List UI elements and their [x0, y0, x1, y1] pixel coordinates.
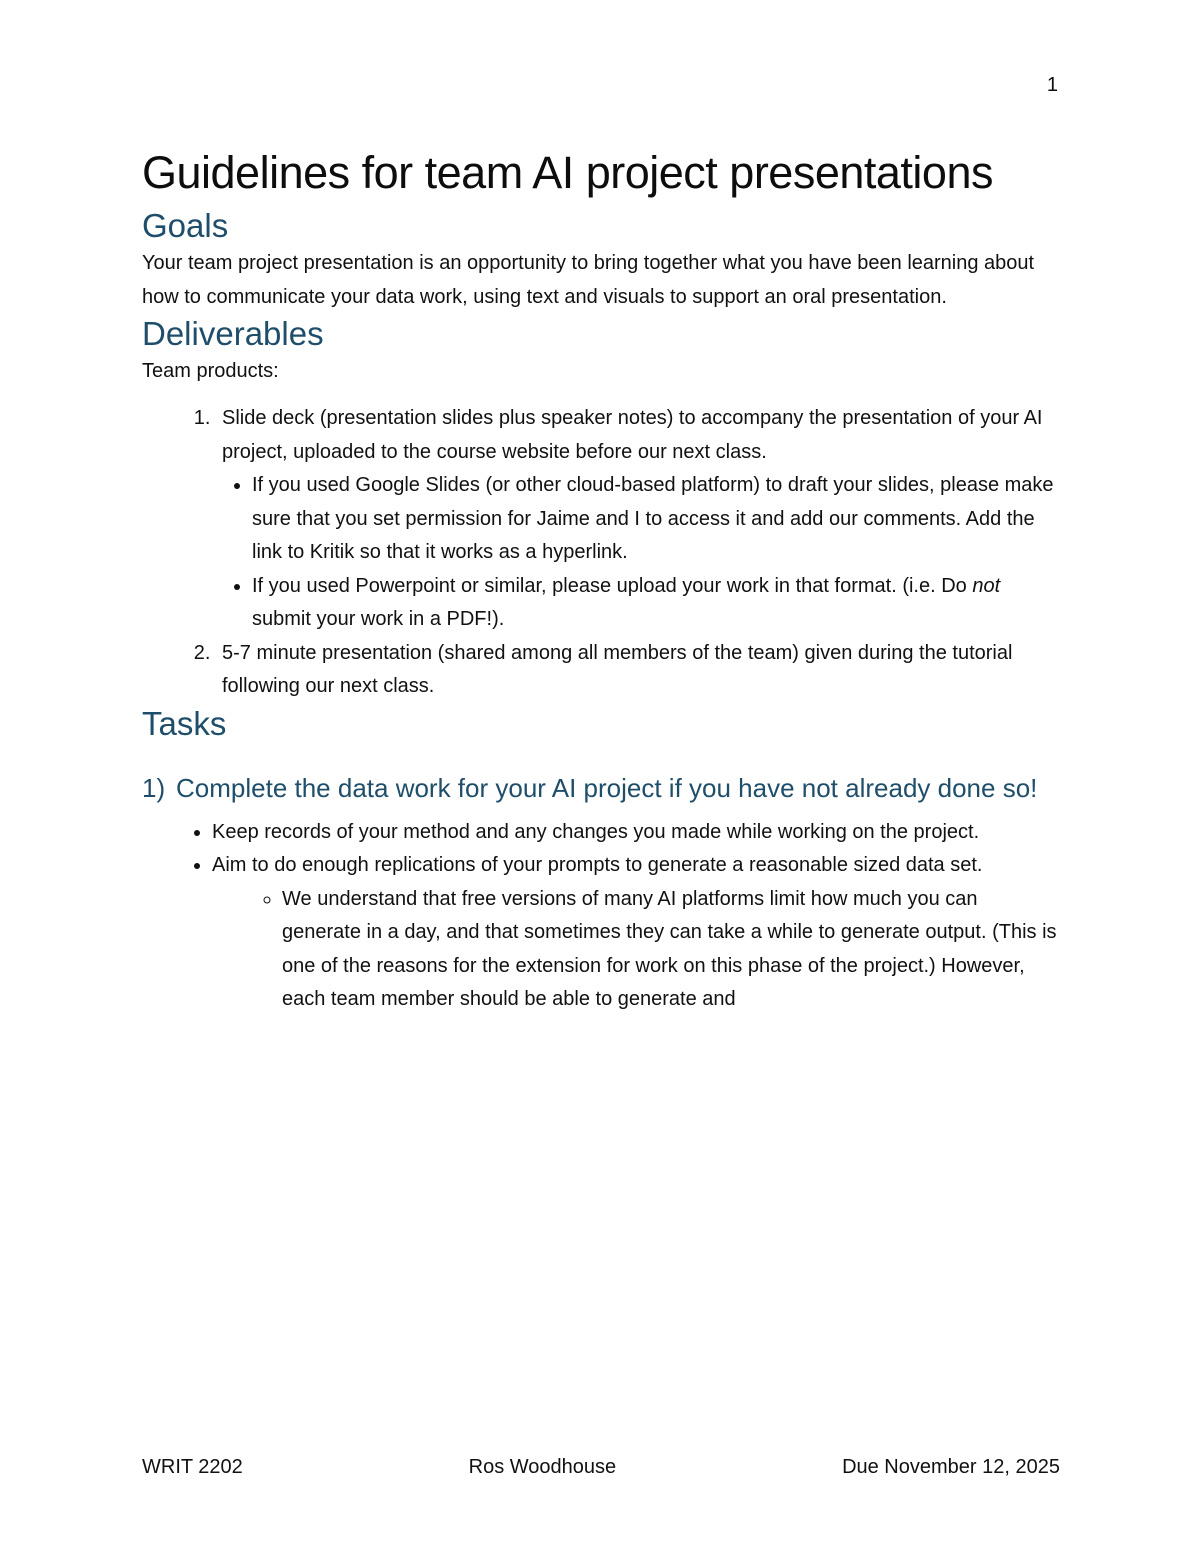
task-1-title: Complete the data work for your AI project if you have not already done so!: [176, 772, 1038, 803]
deliverables-list: [142, 402, 1062, 704]
task-1-subbullets: [212, 883, 1062, 1017]
footer-author: Ros Woodhouse: [468, 1456, 617, 1478]
page-footer: [142, 1456, 1060, 1479]
deliverable-item: [216, 402, 1062, 637]
document-title: Guidelines for team AI project presentations: [142, 147, 993, 198]
deliverable-subitem: [252, 469, 1062, 570]
deliverable-subitem-text-end: submit your work in a PDF!).: [252, 608, 505, 630]
page-number: 1: [1046, 74, 1058, 96]
task-1-number: 1): [142, 772, 166, 803]
list-item: • Keep records of your method and any changes you made while working on the project.: [212, 816, 1062, 850]
emphasis-not: not: [972, 574, 1001, 597]
list-item: [212, 849, 1062, 1017]
deliverable-item: [216, 637, 1062, 704]
list-item: ◦ We understand that free versions of many AI platforms limit how much you can generate in a day, and that sometimes they can take a while to generate output. (This is one of the reasons for the extension for work on this phase of the project.) However, each team member should be able to generate and: [282, 883, 1062, 1017]
footer-due-date: Due November 12, 2025: [842, 1456, 1060, 1478]
deliverable-subitem-text: If you used Google Slides (or other cloud-based platform) to draft your slides, please make sure that you set permission for Jaime and I to access it and add our comments. Add the link to Kritik so that it works as a hyperlink.: [252, 474, 1054, 563]
goals-heading: Goals: [142, 207, 229, 244]
deliverable-subitem-text: If you used Powerpoint or similar, please upload your work in that format. (i.e. Do: [252, 574, 973, 597]
team-products-label: Team products:: [142, 360, 279, 382]
deliverables-heading: Deliverables: [142, 315, 324, 352]
footer-course: WRIT 2202: [142, 1456, 243, 1478]
list-item-text: Aim to do enough replications of your prompts to generate a reasonable sized data set.: [212, 854, 983, 876]
task-1-heading: [142, 766, 1062, 810]
goals-paragraph: Your team project presentation is an opportunity to bring together what you have been learning about how to communicate your data work, using text and visuals to support an oral presentation.: [142, 252, 1035, 308]
deliverable-text: Slide deck (presentation slides plus speaker notes) to accompany the presentation of your AI project, uploaded to the course website before our next class.: [222, 407, 1043, 463]
deliverable-sublist: [222, 469, 1062, 637]
task-1-bullets: [142, 816, 1062, 1017]
tasks-heading: Tasks: [142, 704, 227, 742]
deliverable-subitem: [252, 570, 1062, 637]
document-body: [142, 140, 1062, 1017]
deliverable-text: 5-7 minute presentation (shared among all members of the team) given during the tutorial following our next class.: [222, 641, 1013, 697]
